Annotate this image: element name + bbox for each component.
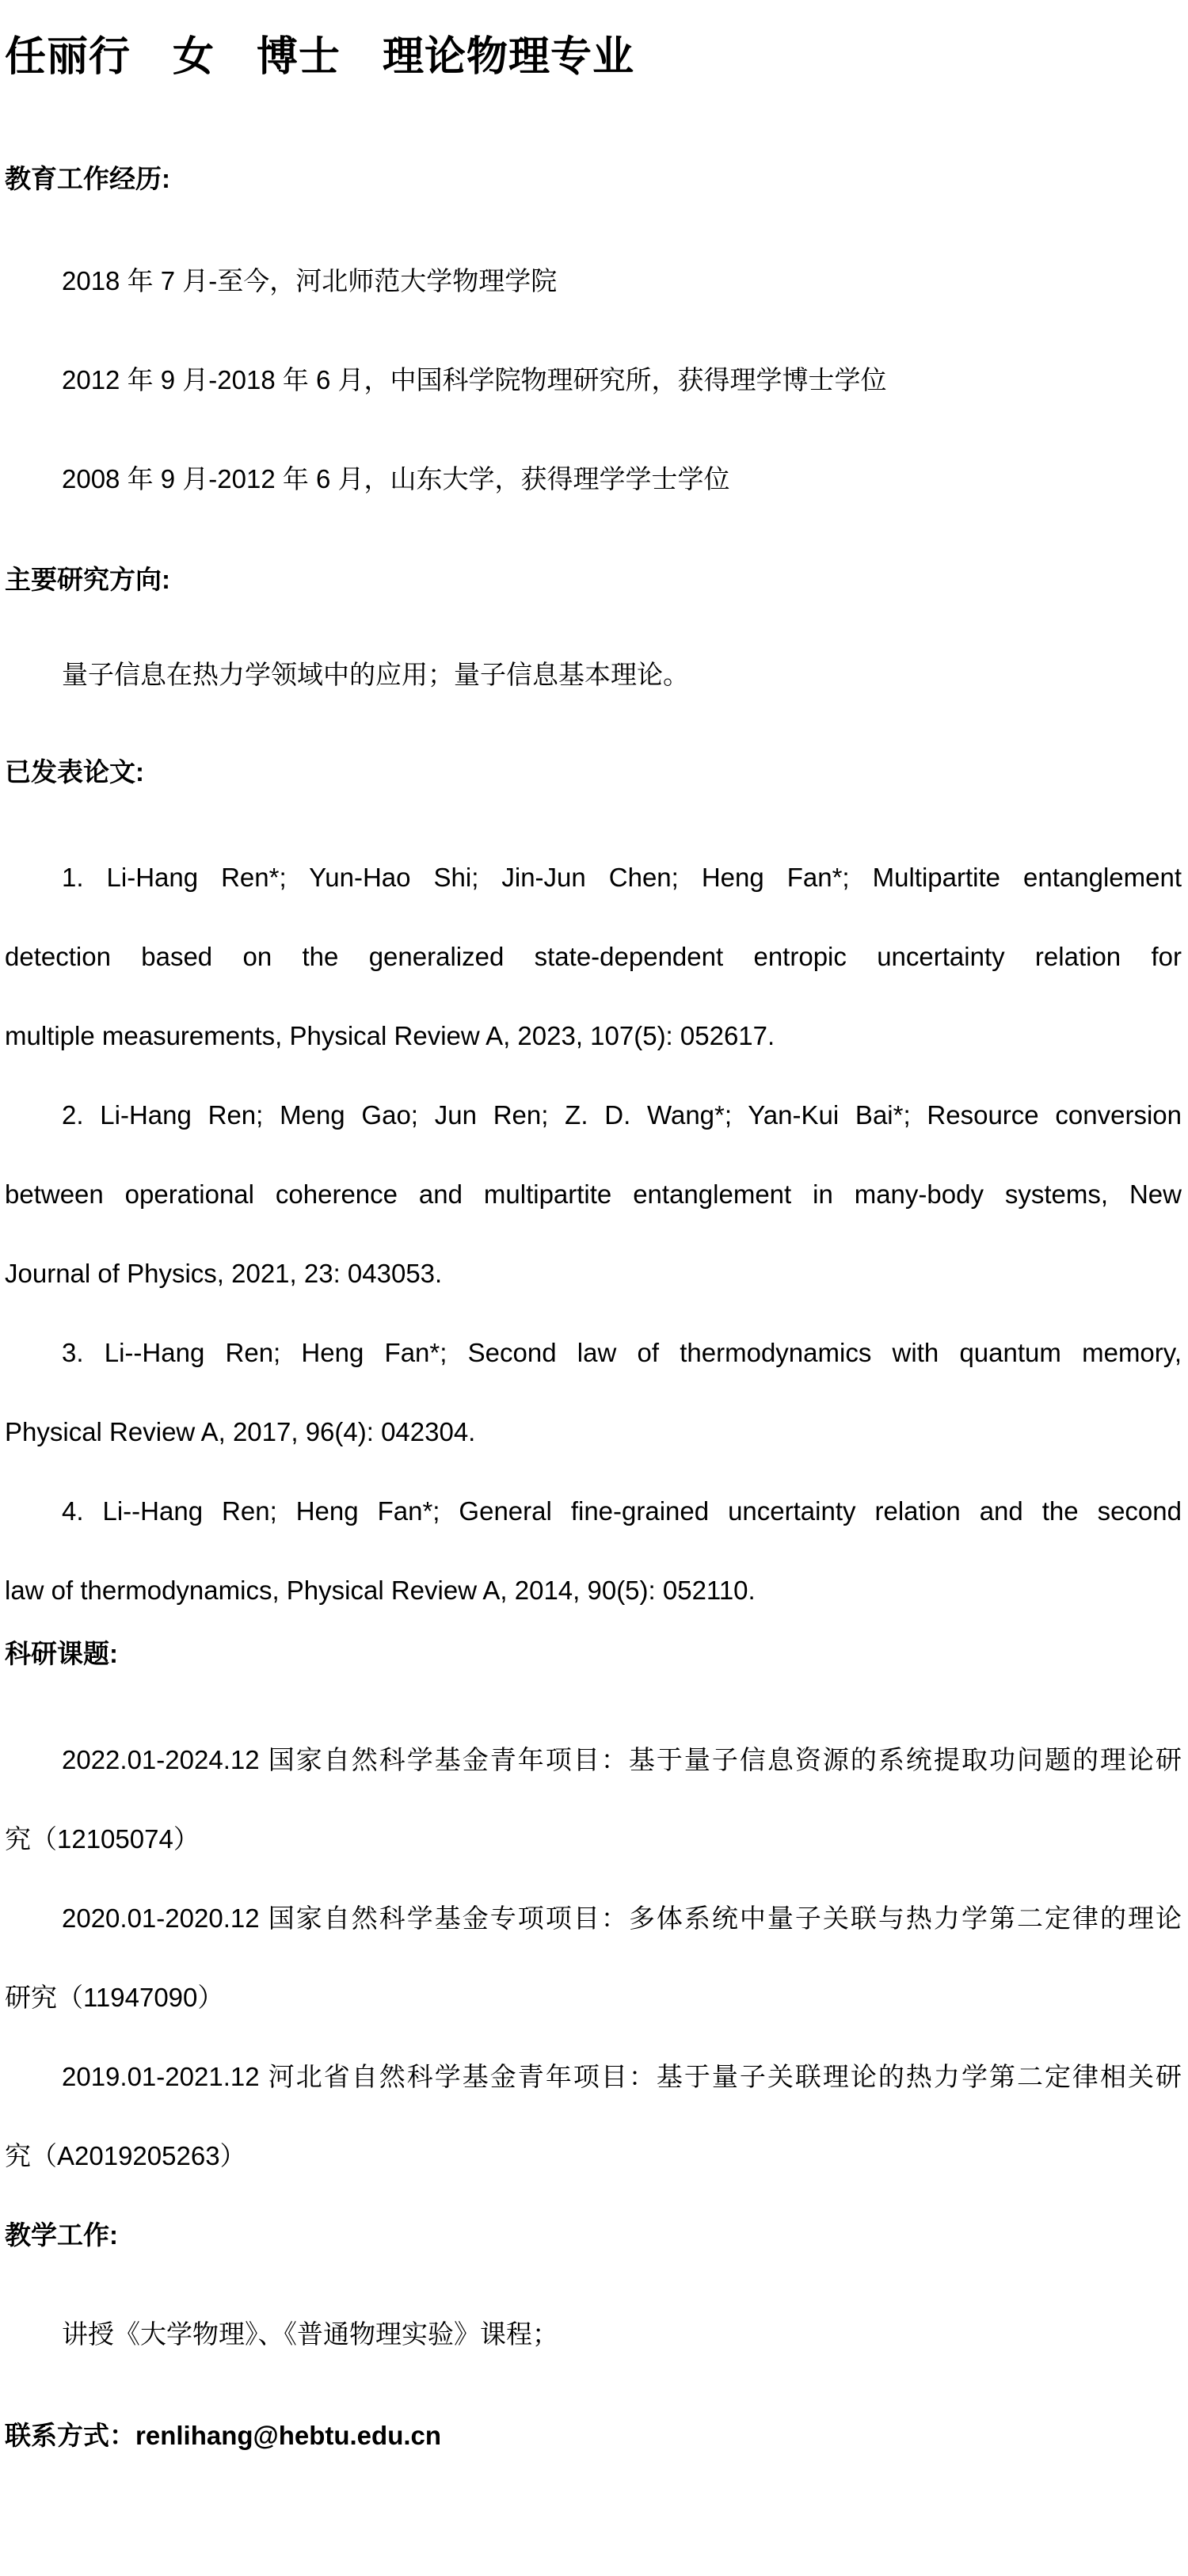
proj-2 [5, 1879, 1182, 2037]
proj-3-line: 2019.01-2021.12 河北省自然科学基金青年项目：基于量子关联理论的热力学第二定律相关研 [62, 2062, 1182, 2091]
edu-2 [5, 341, 1182, 420]
h-publications-line: 已发表论文: [5, 757, 144, 787]
teaching [5, 2295, 1182, 2374]
h-projects-line: 科研课题: [5, 1639, 118, 1668]
h-research-direction [5, 540, 1182, 619]
pub-1-line: 1. Li-Hang Ren*; Yun-Hao Shi; Jin-Jun Chen; Heng Fan*; Multipartite entanglement [62, 863, 1182, 892]
pub-2-line: Journal of Physics, 2021, 23: 043053. [5, 1259, 443, 1288]
edu-3 [5, 440, 1182, 519]
proj-1-line: 究（12105074） [5, 1824, 200, 1854]
page-title: 任丽行 女 博士 理论物理专业 [5, 34, 635, 80]
h-teaching-line: 教学工作: [5, 2220, 118, 2250]
pub-4-line: 4. Li--Hang Ren; Heng Fan*; General fine-grained uncertainty relation and the second [62, 1496, 1182, 1526]
proj-3-line: 究（A2019205263） [5, 2141, 246, 2170]
proj-1 [5, 1721, 1182, 1879]
h-education-line: 教育工作经历: [5, 164, 170, 193]
h-teaching [5, 2196, 1182, 2275]
edu-1-line: 2018 年 7 月-至今，河北师范大学物理学院 [62, 266, 558, 295]
pub-2-line: 2. Li-Hang Ren; Meng Gao; Jun Ren; Z. D. Wang*; Yan-Kui Bai*; Resource conversion [62, 1100, 1182, 1130]
proj-3 [5, 2037, 1182, 2196]
pub-1 [5, 838, 1182, 1076]
pub-2 [5, 1076, 1182, 1313]
research-direction-line: 量子信息在热力学领域中的应用；量子信息基本理论。 [62, 660, 689, 689]
teaching-line: 讲授《大学物理》、《普通物理实验》课程； [62, 2319, 558, 2349]
h-publications [5, 733, 1182, 812]
research-direction [5, 635, 1182, 714]
contact [5, 2396, 1182, 2475]
pub-3-line: 3. Li--Hang Ren; Heng Fan*; Second law of thermodynamics with quantum memory, [62, 1338, 1182, 1367]
contact-line: 联系方式：renlihang@hebtu.edu.cn [5, 2421, 442, 2450]
edu-1 [5, 242, 1182, 321]
proj-2-line: 研究（11947090） [5, 1983, 224, 2012]
pub-2-line: between operational coherence and multipartite entanglement in many-body systems, New [5, 1179, 1182, 1209]
edu-3-line: 2008 年 9 月-2012 年 6 月，山东大学，获得理学学士学位 [62, 464, 730, 493]
pub-4-line: law of thermodynamics, Physical Review A, 2014, 90(5): 052110. [5, 1576, 756, 1605]
pub-4 [5, 1472, 1182, 1630]
pub-3-line: Physical Review A, 2017, 96(4): 042304. [5, 1417, 476, 1446]
pub-3 [5, 1313, 1182, 1472]
edu-2-line: 2012 年 9 月-2018 年 6 月，中国科学院物理研究所，获得理学博士学位 [62, 365, 887, 394]
pub-1-line: multiple measurements, Physical Review A, 2023, 107(5): 052617. [5, 1021, 775, 1050]
proj-2-line: 2020.01-2020.12 国家自然科学基金专项项目：多体系统中量子关联与热力学第二定律的理论 [62, 1903, 1182, 1933]
document-body [5, 139, 1182, 2475]
h-education [5, 139, 1182, 219]
pub-1-line: detection based on the generalized state-dependent entropic uncertainty relation for [5, 942, 1182, 971]
h-research-direction-line: 主要研究方向: [5, 565, 170, 594]
proj-1-line: 2022.01-2024.12 国家自然科学基金青年项目：基于量子信息资源的系统提取功问题的理论研 [62, 1745, 1182, 1774]
